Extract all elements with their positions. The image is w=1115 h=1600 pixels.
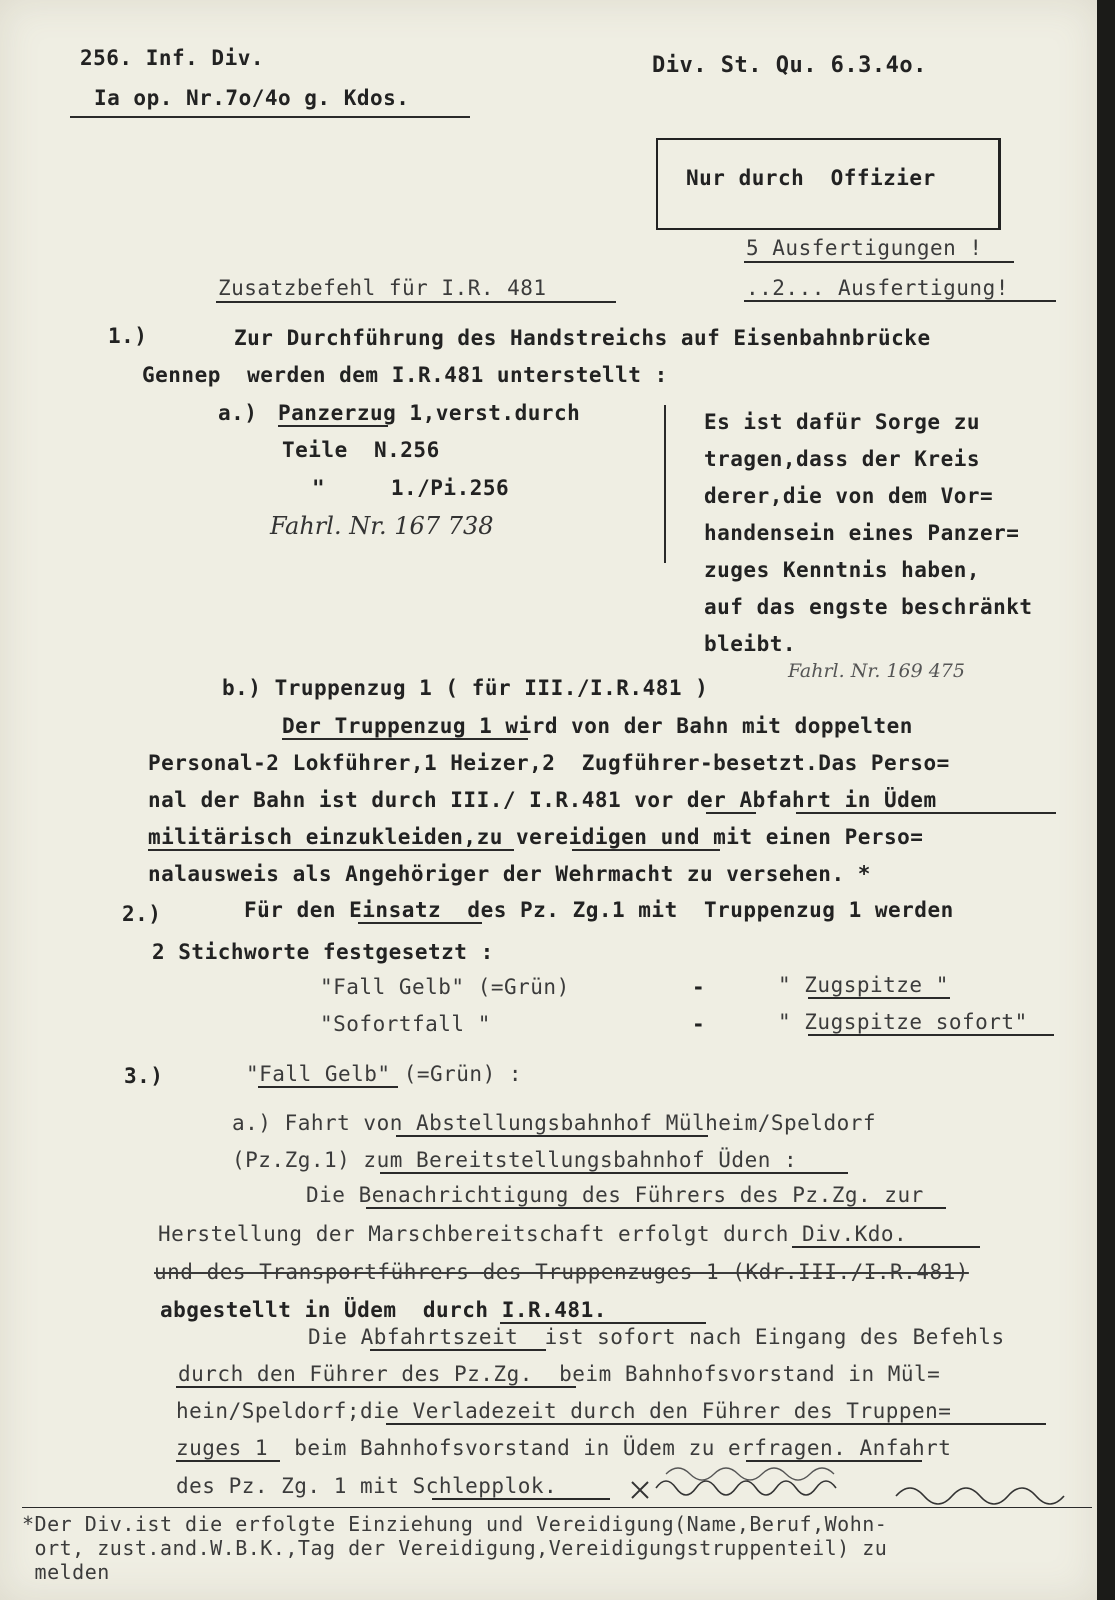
item-3a-para-2-line: durch den Führer des Pz.Zg. beim Bahnhofsvorstand in Mül= — [178, 1362, 941, 1386]
zuges-underline — [176, 1460, 280, 1462]
item-3a-para-2-line: des Pz. Zg. 1 mit Schlepplok. — [176, 1474, 558, 1498]
classification-stamp-label: Nur durch Offizier — [686, 166, 936, 190]
note-bracket — [664, 405, 666, 563]
secrecy-note-line: derer,die von dem Vor= — [704, 484, 994, 508]
item-3a-line-2: (Pz.Zg.1) zum Bereitstellungsbahnhof Üden : — [232, 1148, 798, 1172]
document-title: Zusatzbefehl für I.R. 481 — [218, 276, 547, 300]
abfahrt-underline — [796, 812, 1056, 814]
copies-underline — [744, 261, 1014, 263]
item-b-text-line: Der Truppenzug 1 wird von der Bahn mit doppelten — [282, 714, 913, 738]
abstellungsbahnhof-underline — [396, 1135, 708, 1137]
schlepplok-underline — [432, 1498, 610, 1500]
section-1-line-1: Zur Durchführung des Handstreichs auf Eisenbahnbrücke — [234, 326, 931, 350]
section-1-line-2: Gennep werden dem I.R.481 unterstellt : — [142, 363, 668, 387]
item-3a-para-1-line: abgestellt in Üdem durch I.R.481. — [160, 1298, 607, 1322]
einsatz-underline — [358, 922, 482, 924]
ir-481-underline — [500, 1322, 706, 1324]
abfahrtszeit-underline — [370, 1349, 546, 1351]
secrecy-note-line: bleibt. — [704, 632, 797, 656]
copy-number: ..2... Ausfertigung! — [746, 276, 1009, 300]
item-3a-para-2-line: zuges 1 beim Bahnhofsvorstand in Üdem zu erfragen. Anfahrt — [176, 1436, 952, 1460]
reference-underline — [70, 116, 470, 118]
handwritten-scribble — [626, 1452, 1086, 1506]
item-b-text-line: Personal-2 Lokführer,1 Heizer,2 Zugführer-besetzt.Das Perso= — [148, 751, 950, 775]
codeword-left: "Fall Gelb" (=Grün) — [320, 975, 570, 999]
secrecy-note-line: handensein eines Panzer= — [704, 521, 1020, 545]
item-3a-para-1-line: Die Benachrichtigung des Führers des Pz.Zg. zur — [306, 1183, 924, 1207]
item-b-text-line: nalausweis als Angehöriger der Wehrmacht zu versehen. * — [148, 862, 871, 886]
secrecy-note-line: tragen,dass der Kreis — [704, 447, 981, 471]
item-a-line-1: Panzerzug 1,verst.durch — [278, 401, 581, 425]
reference-number: Ia op. Nr.7o/4o g. Kdos. — [94, 86, 410, 110]
benachrichtigung-underline — [366, 1207, 946, 1209]
section-1-number: 1.) — [108, 324, 148, 348]
footnote-rule — [22, 1507, 1092, 1508]
vor-underline — [706, 812, 756, 814]
item-3a-para-2-line: Die Abfahrtszeit ist sofort nach Eingang des Befehls — [308, 1325, 1005, 1349]
item-3a-para-2-line: hein/Speldorf;die Verladezeit durch den Führer des Truppen= — [176, 1399, 952, 1423]
secrecy-note-line: Es ist dafür Sorge zu — [704, 410, 981, 434]
section-2-number: 2.) — [122, 902, 162, 926]
codeword-underline — [808, 997, 950, 999]
item-a-line-3: " 1./Pi.256 — [312, 476, 510, 500]
division-heading: 256. Inf. Div. — [80, 46, 265, 70]
codeword-right: " Zugspitze sofort" — [778, 1010, 1028, 1034]
fuehrer-pzzg-underline — [176, 1386, 576, 1388]
truppenzug-underline — [282, 738, 528, 740]
panzerzug-underline — [278, 425, 388, 427]
section-2-line-1: Für den Einsatz des Pz. Zg.1 mit Truppenzug 1 werden — [244, 898, 954, 922]
place-date: Div. St. Qu. 6.3.4o. — [652, 53, 927, 78]
section-3-number: 3.) — [124, 1064, 164, 1088]
item-b-text-line: nal der Bahn ist durch III./ I.R.481 vor der Abfahrt in Üdem — [148, 788, 937, 812]
item-a-handwritten-note: Fahrl. Nr. 167 738 — [270, 512, 494, 540]
section-2-line-2: 2 Stichworte festgesetzt : — [152, 940, 494, 964]
fall-gelb-underline — [258, 1086, 398, 1088]
secrecy-note-line: zuges Kenntnis haben, — [704, 558, 981, 582]
verladezeit-underline — [386, 1423, 1046, 1425]
codeword-underline — [808, 1034, 1054, 1036]
secrecy-note — [704, 404, 1033, 663]
item-a-line-2: Teile N.256 — [282, 438, 440, 462]
einkleiden-underline — [148, 849, 514, 851]
item-3a-line-1: a.) Fahrt von Abstellungsbahnhof Mülheim/Speldorf — [232, 1111, 877, 1135]
secrecy-note-line: auf das engste beschränkt — [704, 595, 1033, 619]
div-kdo-underline — [792, 1246, 980, 1248]
codeword-dash: - — [692, 1012, 706, 1036]
footnote-line: melden — [22, 1560, 110, 1584]
footnote-line: *Der Div.ist die erfolgte Einziehung und Vereidigung(Name,Beruf,Wohn- — [22, 1512, 888, 1536]
codeword-right: " Zugspitze " — [778, 973, 949, 997]
copy-number-underline — [744, 300, 1056, 302]
item-b-text-line: militärisch einzukleiden,zu vereidigen und mit einen Perso= — [148, 825, 924, 849]
item-a-label: a.) — [218, 401, 258, 425]
item-3a-para-1-line: und des Transportführers des Truppenzuges 1 (Kdr.III./I.R.481) — [154, 1260, 969, 1284]
title-underline — [216, 301, 616, 303]
footnote-line: ort, zust.and.W.B.K.,Tag der Vereidigung,Vereidigungstruppenteil) zu — [22, 1536, 888, 1560]
section-3-heading: "Fall Gelb" (=Grün) : — [246, 1062, 523, 1086]
codeword-dash: - — [692, 975, 706, 999]
codeword-left: "Sofortfall " — [320, 1012, 491, 1036]
copies-count: 5 Ausfertigungen ! — [746, 236, 983, 260]
item-b-heading: b.) Truppenzug 1 ( für III./I.R.481 ) — [222, 676, 709, 700]
vereidigen-underline — [572, 849, 720, 851]
item-b-handwritten-note: Fahrl. Nr. 169 475 — [788, 660, 965, 682]
item-3a-para-1-line: Herstellung der Marschbereitschaft erfolgt durch Div.Kdo. — [158, 1222, 908, 1246]
bereitstellungsbahnhof-underline — [380, 1172, 848, 1174]
